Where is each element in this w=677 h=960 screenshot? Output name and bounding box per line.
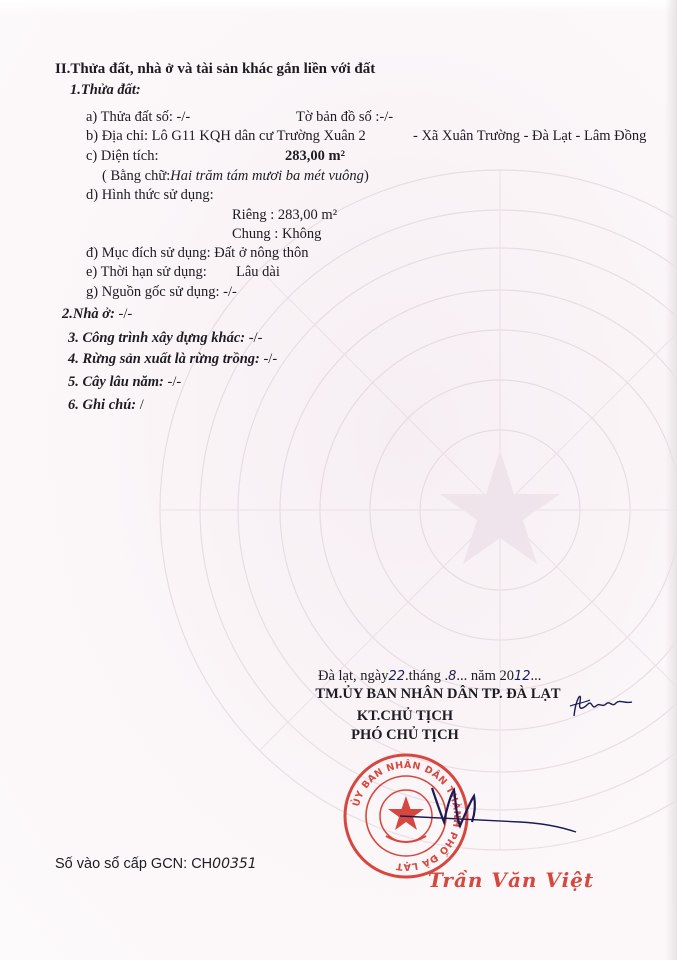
usage-purpose: đ) Mục đích sử dụng: Đất ở nông thôn <box>86 245 309 261</box>
usage-shared: Chung : Không <box>232 226 322 242</box>
land-heading: 1.Thửa đất: <box>70 82 141 98</box>
address-commune: - Xã Xuân Trường - Đà Lạt - Lâm Đồng <box>413 128 647 144</box>
address: b) Địa chỉ: Lô G11 KQH dân cư Trường Xuân 2 <box>86 128 366 144</box>
authority-line3: PHÓ CHỦ TỊCH <box>351 727 459 743</box>
trees-row <box>68 373 181 391</box>
usage-origin: g) Nguồn gốc sử dụng: -/- <box>86 284 237 300</box>
date-prefix: Đà lạt, ngày <box>318 668 389 684</box>
authority-line2: KT.CHỦ TỊCH <box>356 708 454 724</box>
usage-private: Riêng : 283,00 m² <box>232 207 338 223</box>
date-month-label: .tháng . <box>405 668 449 684</box>
date-year: 12 <box>513 669 531 684</box>
house-value: -/- <box>118 306 133 322</box>
area-in-words <box>102 167 369 185</box>
notes-row <box>68 396 144 414</box>
forest-heading: 4. Rừng sản xuất là rừng trồng: <box>68 351 260 367</box>
notes-value: / <box>139 397 144 413</box>
area-label: c) Diện tích: <box>86 148 159 164</box>
gcn-label: Số vào sổ cấp GCN: CH <box>55 856 213 872</box>
seal-text: ỦY BAN NHÂN DÂN THÀNH PHỐ ĐÀ LẠT <box>350 759 463 873</box>
usage-term-value: Lâu dài <box>236 264 280 280</box>
main-signature <box>380 782 580 842</box>
date-month: 8 <box>448 669 457 684</box>
house-row <box>62 305 132 323</box>
forest-value: -/- <box>263 351 278 367</box>
map-sheet-number: Tờ bản đồ số :-/- <box>296 109 394 125</box>
area-words-suffix: ) <box>363 168 369 184</box>
area-value: 283,00 m² <box>285 148 345 164</box>
area-words-text: Hai trăm tám mươi ba mét vuông <box>170 168 364 184</box>
trees-value: -/- <box>167 374 182 390</box>
area-words-prefix: ( Bằng chữ: <box>102 168 171 184</box>
trees-heading: 5. Cây lâu năm: <box>68 374 164 390</box>
forest-row <box>68 350 277 368</box>
section-heading: II.Thửa đất, nhà ở và tài sản khác gắn liền với đất <box>55 61 376 77</box>
gcn-registry <box>55 856 257 872</box>
date-day: 22 <box>388 669 406 684</box>
gcn-number: 00351 <box>212 856 257 872</box>
house-heading: 2.Nhà ở: <box>62 306 115 322</box>
parcel-number: a) Thửa đất số: -/- <box>86 109 191 125</box>
date-suffix: ... <box>530 668 542 684</box>
page-right-edge <box>665 0 677 960</box>
usage-form-label: d) Hình thức sử dụng: <box>86 187 214 203</box>
notes-heading: 6. Ghi chú: <box>68 397 137 413</box>
date-year-label: ... năm 20 <box>456 668 514 684</box>
works-value: -/- <box>248 330 263 346</box>
signer-name: Trần Văn Việt <box>428 868 595 892</box>
initial-signature <box>566 688 638 722</box>
usage-term-label: e) Thời hạn sử dụng: <box>86 264 207 280</box>
works-row <box>68 329 262 347</box>
authority-line1: TM.ỦY BAN NHÂN DÂN TP. ĐÀ LẠT <box>315 686 561 702</box>
works-heading: 3. Công trình xây dựng khác: <box>68 330 246 346</box>
page-top-edge <box>0 0 677 14</box>
issue-date <box>318 667 541 686</box>
